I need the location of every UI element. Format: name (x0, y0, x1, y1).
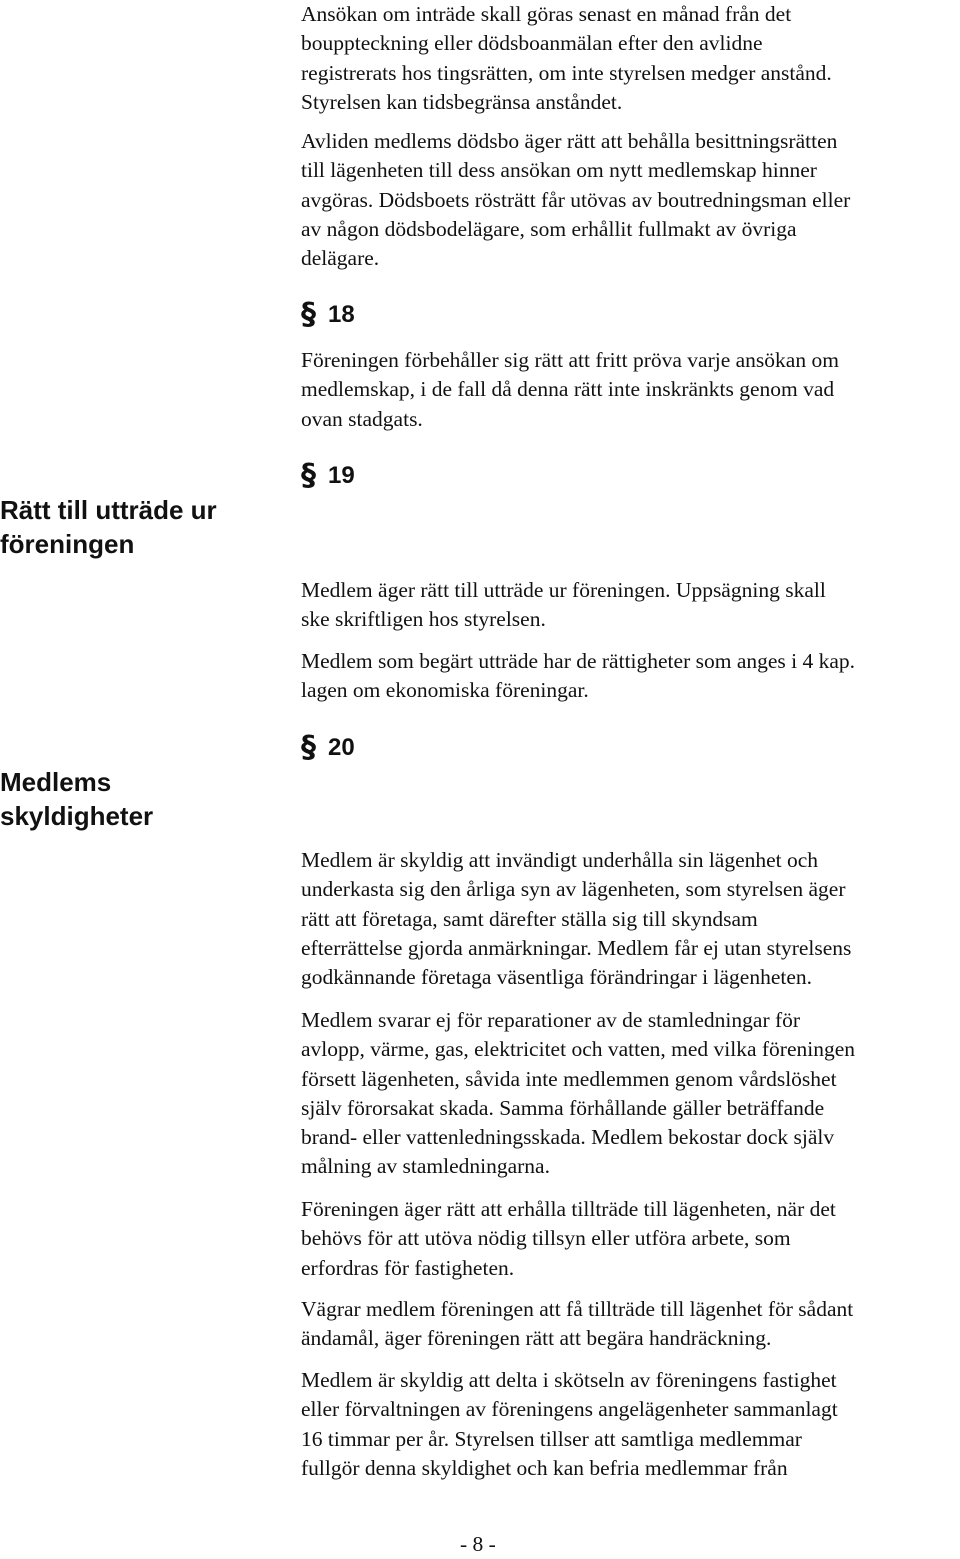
side-heading-skyldigheter (0, 765, 290, 833)
text-line: 16 timmar per år. Styrelsen tillser att samtliga medlemmar (301, 1426, 802, 1451)
section-number: 18 (328, 301, 355, 328)
text-line: eller förvaltningen av föreningens angelägenheter sammanlagt (301, 1397, 838, 1422)
text-line: medlemskap, i de fall då denna rätt inte inskränkts genom vad (301, 377, 835, 402)
section-symbol: § (301, 458, 316, 493)
text-line: Styrelsen kan tidsbegränsa anståndet. (301, 89, 623, 114)
paragraph-20e (301, 1366, 960, 1483)
text-line: av någon dödsbodelägare, som erhållit fullmakt av övriga (301, 216, 797, 241)
text-line: Medlem är skyldig att invändigt underhålla sin lägenhet och (301, 848, 819, 872)
text-line: till lägenheten till dess ansökan om nytt medlemskap hinner (301, 158, 817, 183)
paragraph-20a (301, 846, 960, 992)
paragraph-dodsbo (301, 127, 960, 273)
text-line: godkännande företaga väsentliga förändringar i lägenheten. (301, 965, 813, 990)
text-line: ske skriftligen hos styrelsen. (301, 607, 546, 632)
text-line: behövs för att utöva nödig tillsyn eller utföra arbete, som (301, 1226, 791, 1251)
text-line: underkasta sig den årliga syn av lägenheten, som styrelsen äger (301, 877, 846, 902)
section-number: 19 (328, 462, 355, 489)
text-line: avlopp, värme, gas, elektricitet och vatten, med vilka föreningen (301, 1037, 856, 1062)
text-line: Medlem är skyldig att delta i skötseln av föreningens fastighet (301, 1368, 837, 1392)
text-line: ändamål, äger föreningen rätt att begära handräckning. (301, 1326, 772, 1351)
paragraph-18 (301, 346, 960, 434)
text-line: Medlem som begärt utträde har de rättigheter som anges i 4 kap. (301, 649, 856, 673)
text-line: Medlem äger rätt till utträde ur föreningen. Uppsägning skall (301, 578, 826, 602)
paragraph-20b (301, 1006, 960, 1182)
side-heading-uttrade (0, 493, 290, 561)
page-number: - 8 - (460, 1532, 496, 1556)
section-heading-20 (301, 730, 355, 765)
text-line: ovan stadgats. (301, 406, 423, 431)
side-heading-line: skyldigheter (0, 801, 154, 831)
section-heading-19 (301, 458, 355, 493)
text-line: själv förorsakat skada. Samma förhållande gäller beträffande (301, 1095, 825, 1120)
text-line: Föreningen förbehåller sig rätt att fritt pröva varje ansökan om (301, 348, 839, 372)
text-line: Avliden medlems dödsbo äger rätt att behålla besittningsrätten (301, 129, 838, 153)
side-heading-line: föreningen (0, 529, 135, 559)
text-line: fullgör denna skyldighet och kan befria medlemmar från (301, 1455, 788, 1480)
text-line: brand- eller vattenledningsskada. Medlem bekostar dock själv (301, 1125, 835, 1150)
text-line: Ansökan om inträde skall göras senast en månad från det (301, 2, 792, 26)
text-line: delägare. (301, 246, 380, 271)
paragraph-19b (301, 647, 960, 706)
side-heading-line: Medlems (0, 767, 112, 797)
paragraph-19a (301, 576, 960, 635)
paragraph-20c (301, 1195, 960, 1283)
section-symbol: § (301, 297, 316, 332)
text-line: efterrättelse gjorda anmärkningar. Medlem får ej utan styrelsens (301, 935, 852, 960)
paragraph-ansokan (301, 0, 960, 117)
text-line: rätt att företaga, samt därefter ställa sig till skyndsam (301, 906, 758, 931)
side-heading-line: Rätt till utträde ur (0, 495, 217, 525)
text-line: lagen om ekonomiska föreningar. (301, 678, 589, 703)
text-line: målning av stamledningarna. (301, 1154, 550, 1179)
text-line: erfordras för fastigheten. (301, 1255, 515, 1280)
text-line: registrerats hos tingsrätten, om inte styrelsen medger anstånd. (301, 60, 832, 85)
section-number: 20 (328, 734, 355, 761)
text-line: försett lägenheten, såvida inte medlemmen genom vårdslöshet (301, 1066, 837, 1091)
section-heading-18 (301, 297, 355, 332)
text-line: Vägrar medlem föreningen att få tillträde till lägenhet för sådant (301, 1297, 854, 1321)
text-line: bouppteckning eller dödsboanmälan efter den avlidne (301, 31, 763, 56)
text-line: Medlem svarar ej för reparationer av de stamledningar för (301, 1008, 801, 1032)
text-line: avgöras. Dödsboets rösträtt får utövas av boutredningsman eller (301, 187, 851, 212)
paragraph-20d (301, 1295, 960, 1354)
text-line: Föreningen äger rätt att erhålla tillträde till lägenheten, när det (301, 1197, 836, 1221)
section-symbol: § (301, 730, 316, 765)
